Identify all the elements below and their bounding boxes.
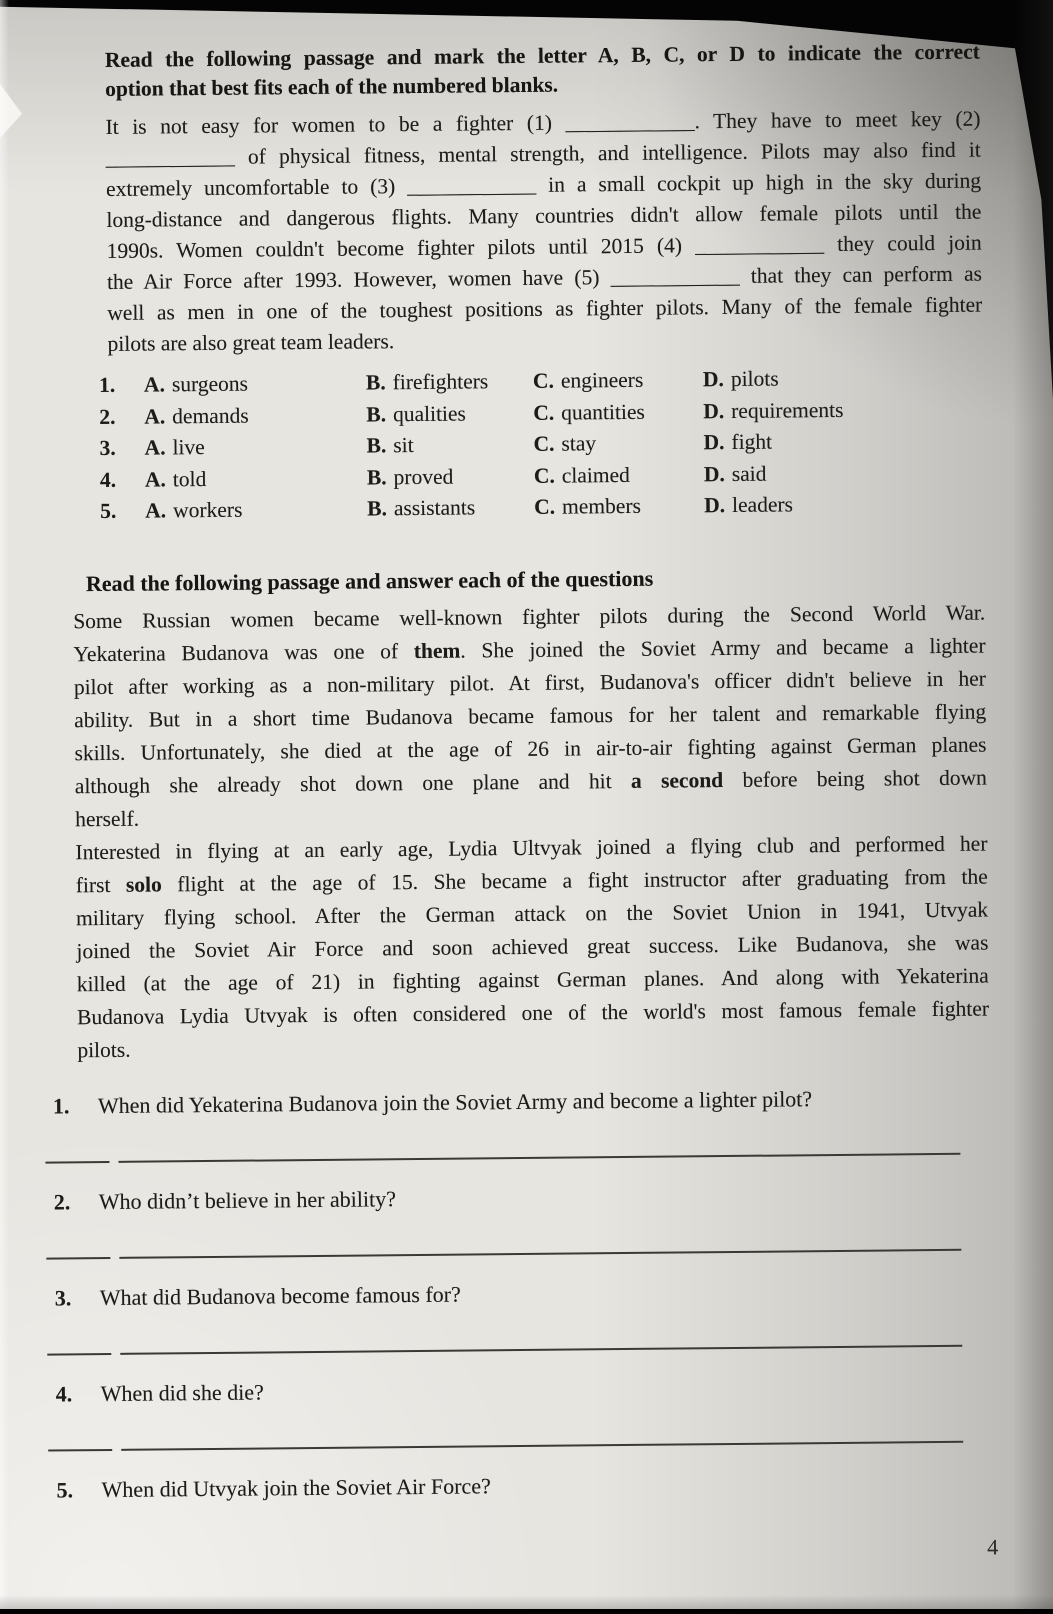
- option-text: leaders: [731, 492, 794, 517]
- question-row: [54, 1178, 991, 1217]
- option-text: firefighters: [392, 369, 489, 395]
- mcq-option: [144, 399, 366, 433]
- passage-line: although she already shot down one plane and hit a second before being shot down: [74, 765, 987, 798]
- passage-line: killed (at the age of 21) in fighting against German planes. And along with Yekaterina: [76, 963, 989, 996]
- question-block: [53, 1082, 991, 1163]
- option-text: qualities: [392, 401, 466, 426]
- question-text: When did Utvyak join the Soviet Air Force?: [101, 1472, 491, 1502]
- question-row: [56, 1466, 993, 1505]
- option-letter: A.: [143, 372, 166, 397]
- answer-line-short: [48, 1446, 112, 1451]
- passage-line: well as men in one of the toughest positions as fighter pilots. Many of the female fighter: [107, 292, 983, 325]
- option-letter: C.: [532, 368, 554, 393]
- left-edge-highlight: [0, 0, 9, 1609]
- passage-line: It is not easy for women to be a fighter (1) ____________. They have to meet key (2): [105, 106, 981, 139]
- mcq-option: [533, 427, 703, 460]
- mcq-option: [367, 492, 534, 525]
- option-letter: A.: [144, 435, 166, 460]
- question-number: 1.: [98, 372, 116, 398]
- option-letter: A.: [144, 403, 166, 429]
- cloze-heading-line: Read the following passage and mark the letter A, B, C, or D to indicate the correct: [104, 39, 980, 72]
- option-letter: A.: [144, 466, 166, 492]
- bottom-edge-shadow: [0, 1595, 1053, 1609]
- passage-line: Some Russian women became well-known fighter pilots during the Second World War.: [73, 600, 986, 633]
- passage-line: the Air Force after 1993. However, women have (5) ____________ that they can perform as: [106, 261, 983, 294]
- passage-line: Yekaterina Budanova was one of them. She joined the Soviet Army and became a lighter: [73, 633, 986, 666]
- question-row: [53, 1082, 990, 1121]
- cloze-passage: [105, 104, 982, 360]
- mcq-option: [533, 396, 703, 429]
- option-text: proved: [393, 464, 454, 489]
- question-number: 3.: [99, 435, 116, 461]
- option-text: stay: [561, 431, 597, 456]
- question-number: 1.: [52, 1092, 70, 1118]
- option-text: demands: [172, 403, 249, 428]
- option-letter: B.: [365, 370, 386, 395]
- passage-line: ability. But in a short time Budanova became famous for her talent and remarkable flying: [74, 699, 987, 732]
- option-text: workers: [172, 497, 243, 523]
- question-block: [56, 1466, 993, 1505]
- answer-line-long: [120, 1342, 962, 1354]
- mcq-option: [703, 362, 983, 396]
- mcq-option: [366, 397, 533, 430]
- option-letter: A.: [145, 498, 167, 523]
- mcq-option: [703, 425, 983, 459]
- question-text: When did Yekaterina Budanova join the Soviet Army and become a lighter pilot?: [97, 1085, 813, 1118]
- reading-paragraph-1: [73, 596, 987, 836]
- mcq-option: [534, 490, 704, 523]
- mcq-option: [703, 393, 983, 427]
- question-block: [55, 1274, 993, 1355]
- option-text: members: [561, 493, 642, 519]
- mcq-option: [144, 430, 366, 464]
- option-text: live: [172, 435, 205, 460]
- option-text: claimed: [561, 462, 630, 488]
- cloze-heading-line: option that best fits each of the numbered blanks.: [105, 72, 559, 101]
- mcq-option: [534, 459, 704, 492]
- question-number: 2.: [99, 404, 116, 429]
- question-number: 5.: [56, 1476, 74, 1502]
- option-letter: C.: [533, 400, 555, 425]
- reading-paragraph-2: [75, 827, 989, 1067]
- option-text: assistants: [393, 495, 476, 521]
- option-text: quantities: [561, 399, 645, 425]
- right-edge-shadow: [1013, 0, 1053, 1609]
- question-block: [54, 1178, 992, 1259]
- option-letter: B.: [366, 433, 387, 458]
- passage-line: extremely uncomfortable to (3) ____________ in a small cockpit up high in the sky during: [106, 168, 982, 201]
- question-list: [53, 1082, 994, 1505]
- option-letter: B.: [367, 496, 388, 521]
- option-letter: D.: [703, 430, 725, 455]
- answer-line-short: [46, 1254, 110, 1259]
- mcq-option: [145, 493, 367, 527]
- option-letter: D.: [703, 398, 725, 423]
- answer-line-short: [47, 1350, 111, 1355]
- question-text: When did she die?: [100, 1378, 264, 1406]
- reading-section: [48, 559, 994, 1505]
- passage-line: pilots are also great team leaders.: [107, 329, 395, 356]
- passage-line: 1990s. Women couldn't become fighter pilots until 2015 (4) ____________ they could join: [106, 230, 982, 263]
- passage-line: herself.: [75, 806, 140, 831]
- option-text: said: [731, 461, 767, 486]
- passage-line: ____________ of physical fitness, mental strength, and intelligence. Pilots may also find it: [105, 137, 981, 170]
- mcq-option: [144, 367, 366, 401]
- mcq-option: [366, 366, 533, 399]
- answer-line-short: [45, 1158, 109, 1163]
- option-letter: B.: [366, 464, 387, 489]
- question-number: 4.: [55, 1380, 73, 1406]
- mcq-option: [704, 488, 984, 522]
- page-number: 4: [987, 1534, 999, 1560]
- reading-heading: Read the following passage and answer each of the questions: [85, 565, 654, 596]
- mcq-option: [367, 460, 534, 493]
- cloze-section: [43, 38, 985, 528]
- passage-line: long-distance and dangerous flights. Many countries didn't allow female pilots until the: [106, 199, 982, 232]
- mcq-list: [99, 362, 984, 528]
- question-number: 3.: [54, 1284, 72, 1310]
- answer-line: [47, 1342, 962, 1355]
- question-number: 5.: [100, 498, 117, 524]
- option-text: sit: [393, 433, 414, 458]
- answer-line-long: [119, 1246, 961, 1258]
- answer-line: [45, 1150, 960, 1163]
- option-text: told: [172, 466, 207, 491]
- cloze-heading: [105, 38, 981, 104]
- option-text: engineers: [560, 367, 644, 393]
- answer-line: [46, 1246, 961, 1259]
- passage-line: Budanova Lydia Utvyak is often considered one of the world's most famous female fighter: [76, 996, 990, 1029]
- answer-line-long: [118, 1150, 960, 1162]
- mcq-option: [366, 429, 533, 462]
- answer-line-long: [121, 1438, 963, 1450]
- option-letter: D.: [702, 367, 724, 392]
- passage-line: pilots.: [77, 1037, 131, 1062]
- passage-line: joined the Soviet Air Force and soon achieved great success. Like Budanova, she was: [76, 930, 989, 963]
- question-text: What did Budanova become famous for?: [99, 1281, 461, 1310]
- option-letter: D.: [703, 461, 725, 486]
- question-row: [56, 1370, 993, 1409]
- question-number: 4.: [99, 467, 117, 492]
- passage-line: first solo flight at the age of 15. She became a fight instructor after graduating from the: [75, 864, 988, 897]
- passage-line: Interested in flying at an early age, Lydia Ultvyak joined a flying club and performed her: [75, 831, 988, 864]
- option-letter: C.: [533, 463, 555, 488]
- mcq-option: [145, 462, 367, 496]
- question-row: [55, 1274, 992, 1313]
- option-letter: D.: [704, 493, 726, 518]
- option-letter: C.: [533, 431, 555, 456]
- option-text: fight: [731, 429, 773, 454]
- question-text: Who didn’t believe in her ability?: [98, 1185, 397, 1214]
- option-text: surgeons: [171, 371, 249, 397]
- mcq-option: [704, 456, 984, 490]
- option-letter: B.: [366, 401, 387, 426]
- option-letter: C.: [534, 494, 556, 519]
- question-number: 2.: [53, 1188, 71, 1214]
- option-text: requirements: [731, 397, 844, 423]
- answer-line: [48, 1438, 963, 1451]
- option-text: pilots: [730, 366, 779, 391]
- passage-line: military flying school. After the German attack on the Soviet Union in 1941, Utvyak: [75, 897, 989, 930]
- passage-line: skills. Unfortunately, she died at the age of 26 in air-to-air fighting against German planes: [74, 732, 987, 765]
- question-block: [56, 1370, 994, 1451]
- mcq-option: [533, 364, 703, 397]
- passage-line: pilot after working as a non-military pilot. At first, Budanova's officer didn't believe in her: [73, 666, 986, 699]
